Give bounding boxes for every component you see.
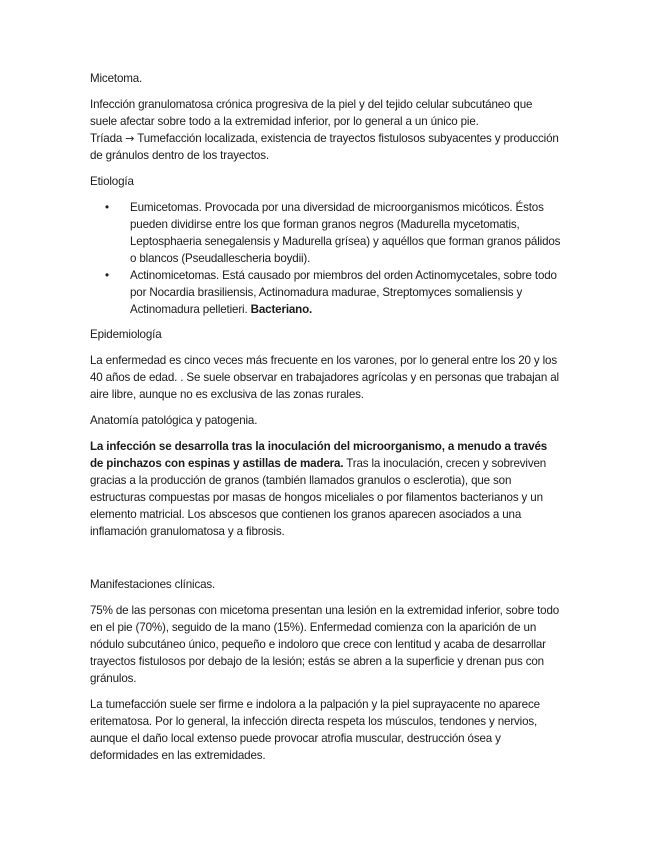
anatomia-text: Tras la inoculación, crecen y sobreviven gracias a la producción de granos (también llamados granulos o esclerotia), que son estructuras compuestas por masas de hongos miceliales o por filamentos bacterianos y un elemento matricial. Los abscesos que contienen los granos aparecen asociados a una inflamación granulomatosa y a fibrosis. [90,457,547,538]
intro-paragraph [90,96,562,164]
section-heading-epidemiologia: Epidemiología [90,328,162,341]
anatomia-paragraph [90,438,562,540]
list-item-emphasis: Bacteriano. [250,303,313,316]
section-heading-etiologia: Etiología [90,175,134,188]
list-item-text: Eumicetomas. Provocada por una diversidad de microorganismos micóticos. Éstos pueden dividirse entre los que forman granos negros (Madurella mycetomatis, Leptosphaeria senegalensis y Madurella grísea) y aquéllos que forman granos pálidos o blancos (Pseudallescheria boydii). [130,201,561,265]
list-item [105,199,562,267]
bullet-icon: • [105,269,109,282]
manifestaciones-paragraph-1: 75% de las personas con micetoma presentan una lesión en la extremidad inferior, sobre todo en el pie (70%), seguido de la mano (15%). Enfermedad comienza con la aparición de un nódulo subcutáneo único, pequeño e indoloro que crece con lentitud y acaba de desarrollar trayectos fistulosos por debajo de la lesión; estás se abren a la superficie y drenan pus con gránulos. [90,604,560,685]
intro-definition: Infección granulomatosa crónica progresiva de la piel y del tejido celular subcutáneo que suele afectar sobre todo a la extremidad inferior, por lo general a un único pie. [90,98,533,128]
blank-line [90,549,562,576]
section-heading-manifestaciones: Manifestaciones clínicas. [90,578,216,591]
anatomia-bold-text: La infección se desarrolla tras la inoculación del microorganismo, a menudo a través de pinchazos con espinas y astillas de madera. [90,440,548,470]
section-heading-anatomia: Anatomía patológica y patogenia. [90,414,258,427]
list-item [105,267,562,318]
triad-text: Tumefacción localizada, existencia de trayectos fistulosos subyacentes y producción de gránulos dentro de los trayectos. [90,132,559,162]
triad-label: Tríada [90,132,123,145]
right-arrow-icon: → [125,132,135,145]
epidemiologia-paragraph: La enfermedad es cinco veces más frecuente en los varones, por lo general entre los 20 y los 40 años de edad. . Se suele observar en trabajadores agrícolas y en personas que trabajan al aire libre, aunque no es exclusiva de las zonas rurales. [90,354,559,401]
list-item-text: Actinomicetomas. Está causado por miembros del orden Actinomycetales, sobre todo por Nocardia brasiliensis, Actinomadura madurae, Streptomyces somaliensis y Actinomadura pelletieri. [130,269,557,316]
document-body [90,70,562,773]
bullet-icon: • [105,201,109,214]
etiologia-list [90,199,562,318]
document-title: Micetoma. [90,72,143,85]
manifestaciones-paragraph-2: La tumefacción suele ser firme e indolora a la palpación y la piel suprayacente no aparece eritematosa. Por lo general, la infección directa respeta los músculos, tendones y nervios, aunque el daño local extenso puede provocar atrofia muscular, destrucción ósea y deformidades en las extremidades. [90,698,540,762]
